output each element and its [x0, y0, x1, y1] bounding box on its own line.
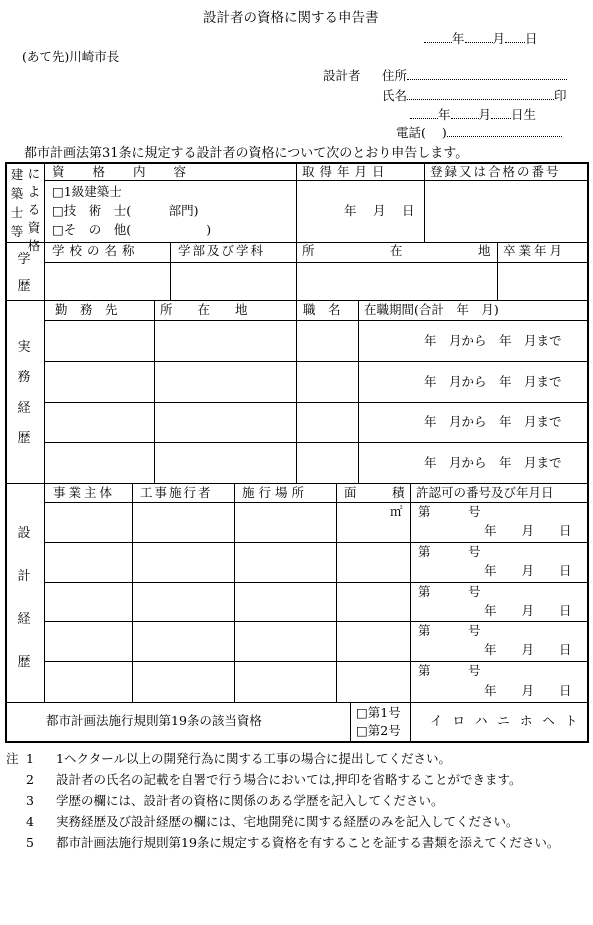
row-label-char: よ: [27, 184, 41, 199]
permit-number-5[interactable]: 第 号: [418, 663, 481, 678]
form-title: 設計者の資格に関する申告書: [203, 10, 379, 26]
acquired-date-field[interactable]: 年 月 日: [344, 203, 415, 218]
qualification-row-label: [6, 164, 44, 253]
note-prefix: [6, 832, 26, 853]
note-prefix: [6, 790, 26, 811]
col-position: 職 名: [303, 302, 341, 317]
note-text: 設計者の氏名の記載を自署で行う場合においては,押印を省略することができます。: [56, 772, 522, 787]
row-label-char: 経: [17, 612, 31, 627]
qualification-option-engineer[interactable]: □技 術 士( 部門): [52, 203, 199, 218]
permit-number-4[interactable]: 第 号: [418, 623, 481, 638]
note-item: [6, 790, 588, 811]
col-school-location-a: 所: [302, 243, 315, 258]
note-item: [6, 748, 588, 769]
qualification-option-other[interactable]: □そ の 他( ): [52, 222, 212, 237]
qualification-option-architect[interactable]: □1級建築士: [52, 184, 122, 199]
col-work-location: 所 在 地: [160, 302, 248, 317]
row-label-char: に: [27, 166, 41, 181]
work-period-2[interactable]: 年 月から 年 月まで: [424, 374, 562, 389]
row-label-char: 歴: [17, 655, 31, 670]
work-period-3[interactable]: 年 月から 年 月まで: [424, 414, 562, 429]
permit-date-1[interactable]: 年 月 日: [484, 523, 572, 538]
row-label-char: 等: [10, 223, 24, 239]
row-label-char: 格: [27, 238, 41, 253]
area-unit: ㎡: [390, 504, 403, 519]
row-label-char: 築: [10, 185, 24, 201]
row-label-char: 計: [17, 569, 31, 584]
addressee: (あて先)川崎市長: [22, 49, 120, 64]
row-label-char: 歴: [17, 279, 31, 294]
col-school-name: 学校の名称: [52, 243, 140, 258]
designer-phone[interactable]: 電話( ): [396, 127, 562, 140]
row-label-char: 建: [10, 166, 24, 182]
row-label-char: 学: [17, 252, 31, 267]
permit-date-2[interactable]: 年 月 日: [484, 563, 572, 578]
designer-name[interactable]: 氏名 印: [382, 88, 567, 103]
seal-mark: 印: [554, 88, 567, 103]
col-graduation: 卒業年月: [503, 243, 566, 258]
note-prefix: [6, 811, 26, 832]
col-area-b: 積: [392, 485, 405, 500]
col-employer: 勤 務 先: [55, 302, 118, 317]
submission-date: 年 月 日: [424, 33, 538, 46]
col-faculty: 学部及び学科: [178, 243, 266, 258]
col-contractor: 工事施行者: [140, 485, 213, 500]
designer-birthdate[interactable]: 年 月 日生: [410, 109, 536, 122]
permit-number-1[interactable]: 第 号: [418, 504, 481, 519]
note-text: 学歴の欄には、設計者の資格に関係のある学歴を記入してください。: [56, 793, 444, 808]
permit-date-4[interactable]: 年 月 日: [484, 642, 572, 657]
designer-label: 設計者: [323, 68, 361, 83]
note-number: 3: [26, 793, 34, 808]
row-label-char: 士: [10, 204, 24, 220]
rule-option-1[interactable]: □第1号: [356, 705, 401, 720]
col-registration-number: 登録又は合格の番号: [430, 164, 561, 179]
row-label-char: る: [27, 202, 41, 217]
note-text: 都市計画法施行規則第19条に規定する資格を有することを証する書類を添えてください。: [56, 835, 560, 850]
note-number: 1: [26, 751, 34, 766]
note-number: 5: [26, 835, 34, 850]
col-acquired-date: 取得年月日: [302, 164, 390, 179]
note-number: 2: [26, 772, 34, 787]
note-item: [6, 811, 588, 832]
row-label-char: 設: [17, 526, 31, 541]
education-row-label: [14, 244, 34, 298]
row-label-char: 経: [17, 400, 31, 416]
design-row-label: [14, 510, 34, 682]
statement: 都市計画法第31条に規定する設計者の資格について次のとおり申告します。: [24, 146, 469, 161]
rule-kana-options[interactable]: イ ロ ハ ニ ホ ヘ ト: [430, 713, 581, 728]
col-qualification: 資 格 内 容: [52, 164, 188, 179]
rule-label: 都市計画法施行規則第19条の該当資格: [46, 713, 262, 728]
col-school-location-b: 在: [390, 243, 403, 258]
notes: [6, 748, 588, 853]
permit-number-2[interactable]: 第 号: [418, 544, 481, 559]
row-label-char: 実: [17, 339, 31, 355]
col-project-owner: 事業主体: [53, 485, 116, 500]
note-text: 1ヘクタール以上の開発行為に関する工事の場合に提出してください。: [56, 751, 451, 766]
note-text: 実務経歴及び設計経歴の欄には、宅地開発に関する経歴のみを記入してください。: [56, 814, 519, 829]
work-period-1[interactable]: 年 月から 年 月まで: [424, 333, 562, 348]
note-number: 4: [26, 814, 34, 829]
designer-address[interactable]: 住所: [382, 70, 567, 83]
row-label-char: 資: [27, 220, 41, 235]
note-item: [6, 769, 588, 790]
permit-number-3[interactable]: 第 号: [418, 584, 481, 599]
col-period: 在職期間(合計 年 月): [364, 302, 499, 317]
note-item: [6, 832, 588, 853]
note-prefix: [6, 769, 26, 790]
col-site: 施行場所: [242, 485, 309, 500]
row-label-char: 務: [17, 370, 31, 386]
work-period-4[interactable]: 年 月から 年 月まで: [424, 455, 562, 470]
permit-date-3[interactable]: 年 月 日: [484, 603, 572, 618]
work-row-label: [14, 330, 34, 452]
rule-option-2[interactable]: □第2号: [356, 723, 401, 738]
permit-date-5[interactable]: 年 月 日: [484, 683, 572, 698]
row-label-char: 歴: [17, 431, 31, 447]
col-area-a: 面: [344, 485, 357, 500]
col-school-location-c: 地: [478, 243, 491, 258]
col-permit: 許認可の番号及び年月日: [416, 485, 554, 500]
note-prefix: 注: [6, 751, 19, 766]
